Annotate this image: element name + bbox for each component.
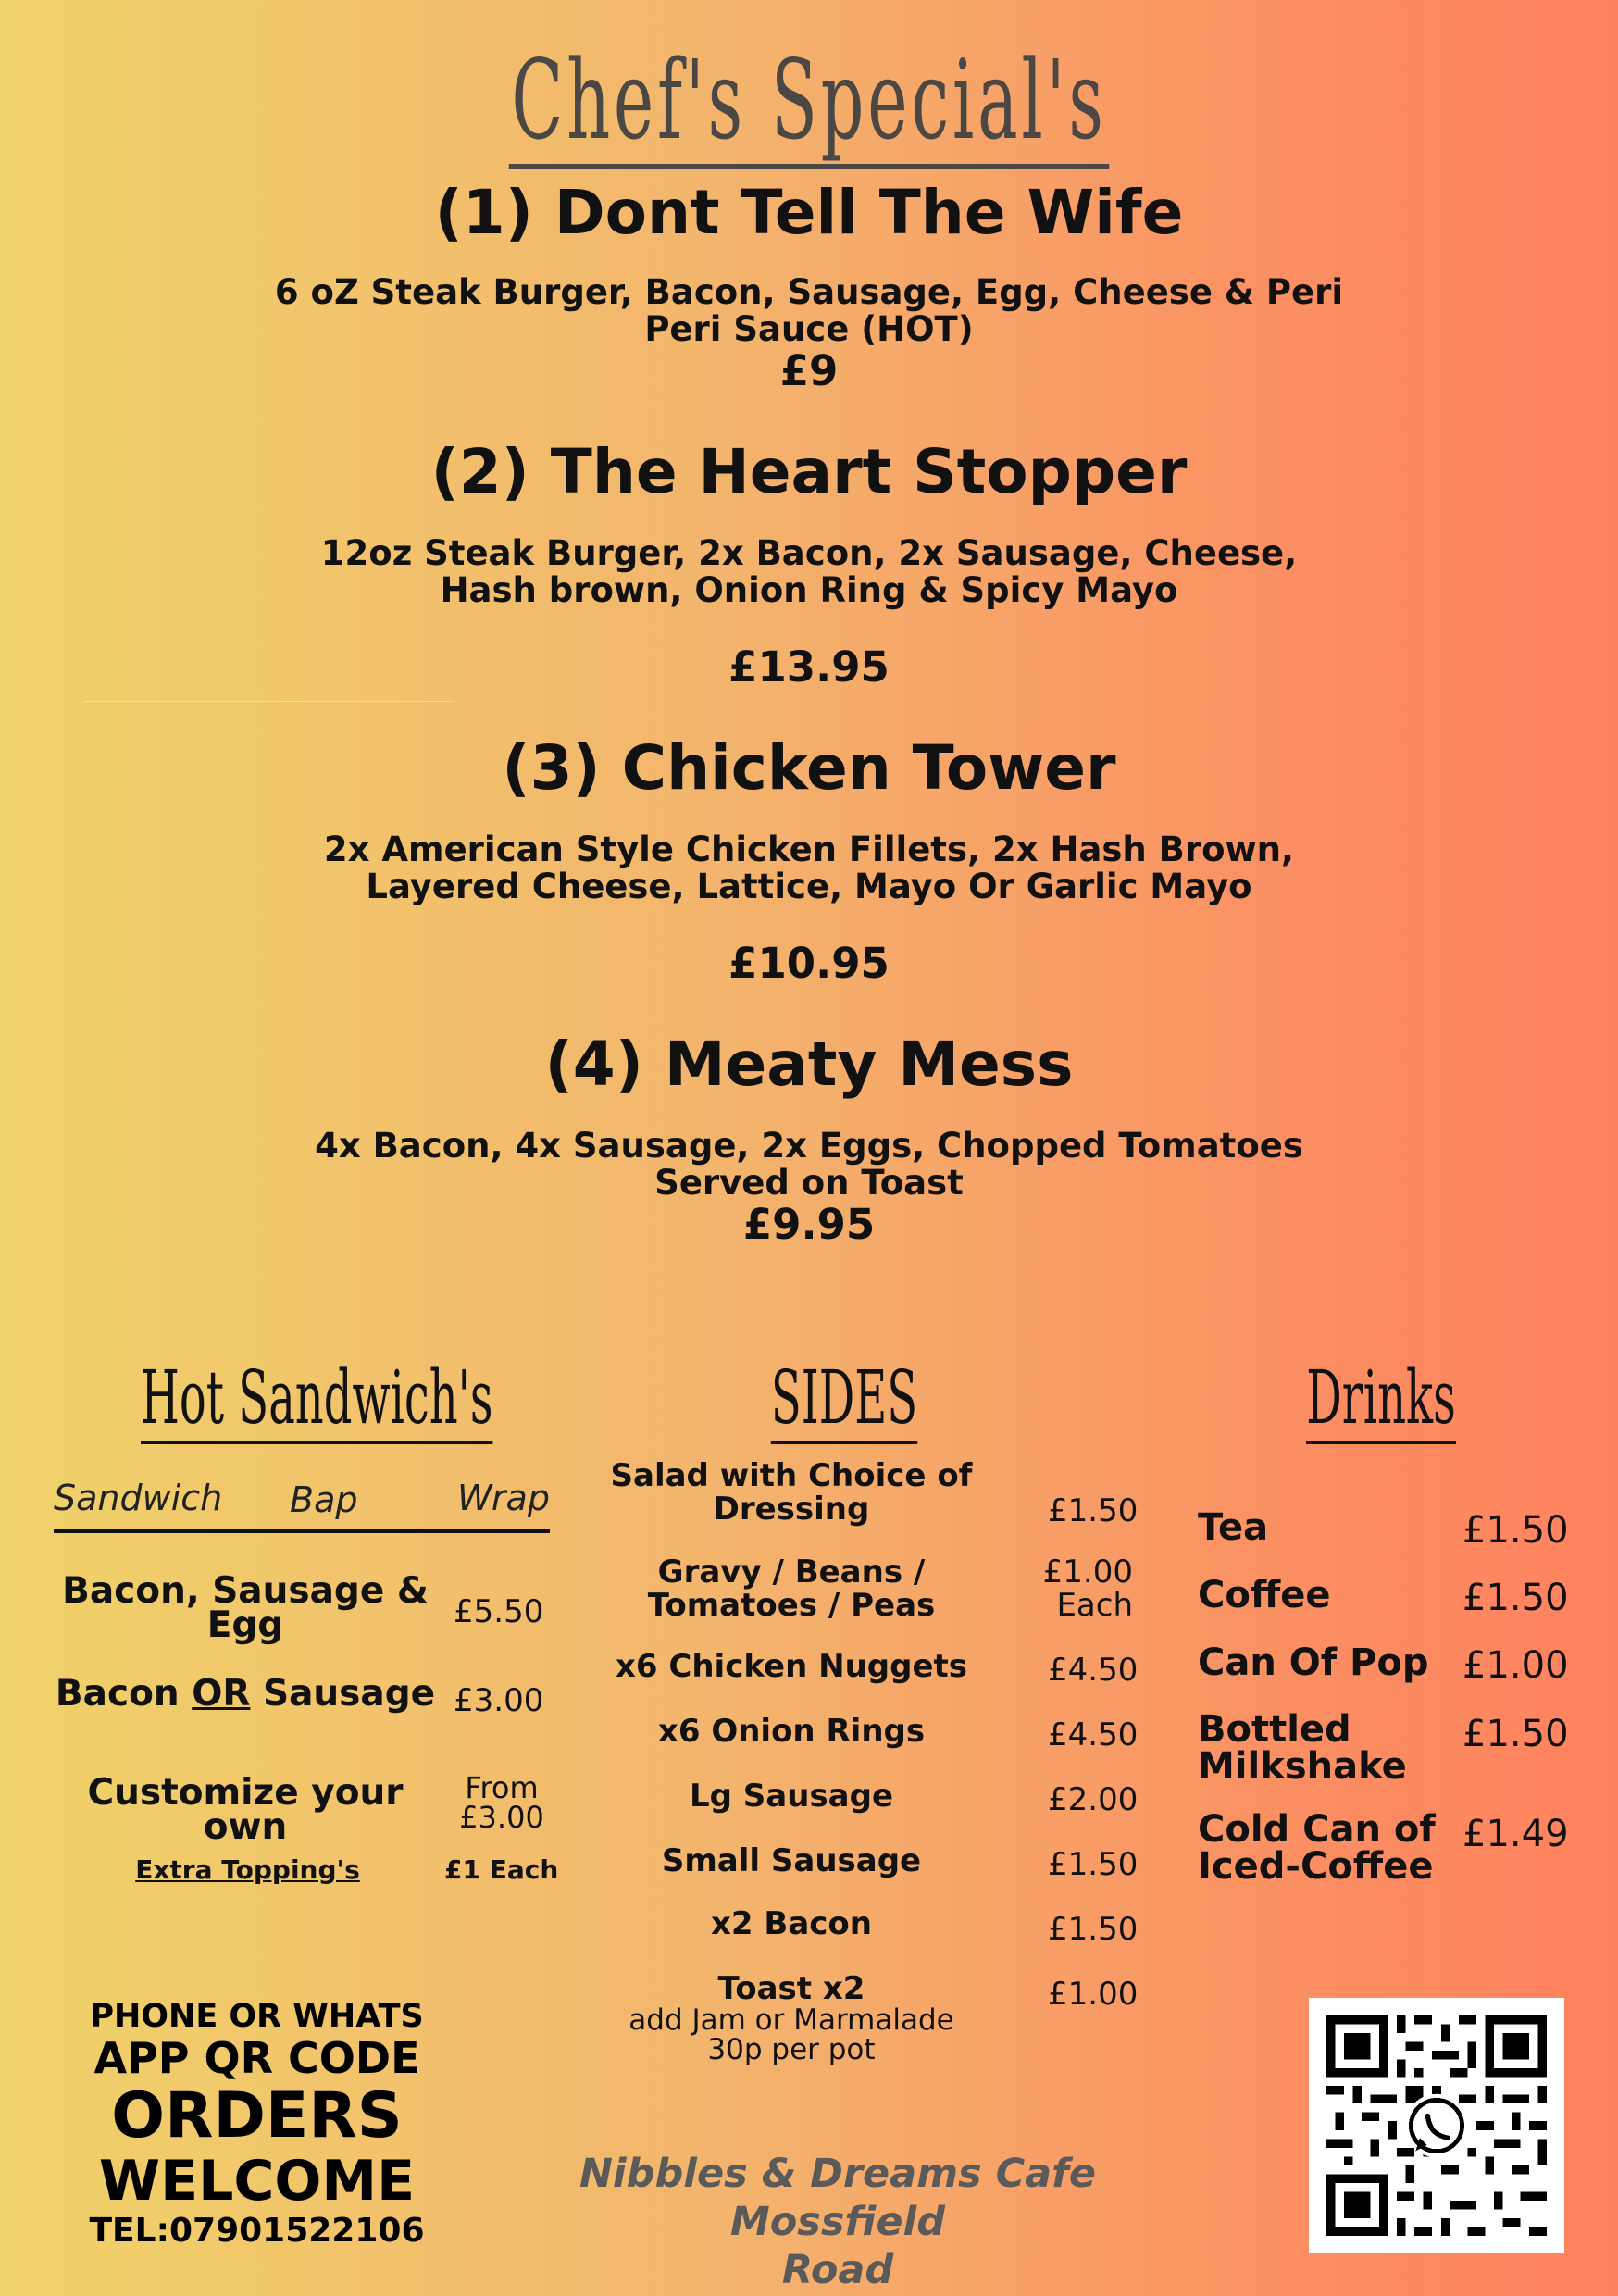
drink-item-2: Coffee	[1198, 1574, 1331, 1616]
col-header-wrap: Wrap	[457, 1478, 550, 1518]
sandwich-item-1-line2: Egg	[206, 1604, 284, 1646]
special-4-price: £9.95	[742, 1200, 876, 1249]
side-item-7: x2 Bacon	[710, 1905, 872, 1942]
side-item-5-price: £2.00	[1048, 1781, 1139, 1818]
side-item-1-line2: Dressing	[713, 1491, 870, 1528]
drink-item-4-line1: Bottled	[1198, 1708, 1351, 1751]
hot-sandwiches-title	[141, 1352, 493, 1444]
drink-item-1: Tea	[1198, 1506, 1269, 1549]
extra-toppings-price: £1 Each	[444, 1854, 559, 1885]
sides-title	[733, 1352, 955, 1444]
side-item-6-price: £1.50	[1048, 1846, 1139, 1883]
special-3-name: (3) Chicken Tower	[502, 732, 1116, 804]
contact-line1: PHONE OR WHATS	[90, 1998, 424, 2035]
footer-line2: Road	[781, 2247, 894, 2293]
side-item-2-price	[1029, 1555, 1133, 1622]
sandwich-item-1-price: £5.50	[454, 1593, 544, 1630]
cafe-footer	[481, 2150, 1194, 2294]
extra-toppings-label: Extra Topping's	[135, 1854, 360, 1885]
drink-item-5-line1: Cold Can of	[1198, 1808, 1436, 1851]
special-1-price: £9	[779, 346, 839, 395]
contact-block	[74, 1998, 440, 2252]
sandwich-item-3-line2: own	[203, 1806, 288, 1848]
sandwich-item-1-line1: Bacon, Sausage &	[62, 1570, 429, 1612]
special-3-desc-line2: Layered Cheese, Lattice, Mayo Or Garlic Mayo	[366, 867, 1252, 906]
side-item-2-line1: Gravy / Beans /	[657, 1554, 926, 1591]
sandwich-item-3-price-line1: From	[465, 1770, 539, 1805]
side-item-1	[592, 1459, 990, 1526]
hot-sandwiches-title-text: Hot Sandwich's	[141, 1354, 493, 1444]
special-2-name: (2) The Heart Stopper	[430, 436, 1188, 507]
special-3-price: £10.95	[728, 939, 890, 988]
special-4-desc-line2: Served on Toast	[654, 1163, 964, 1203]
sandwich-item-3	[65, 1772, 426, 1848]
footer-line1: Nibbles & Dreams Cafe Mossfield	[579, 2151, 1097, 2245]
drink-item-5-price: £1.49	[1462, 1813, 1569, 1855]
sandwich-item-3-price-line2: £3.00	[459, 1800, 544, 1835]
contact-line3: ORDERS	[111, 2079, 403, 2152]
drink-item-5	[1198, 1808, 1436, 1888]
side-item-8-price: £1.00	[1048, 1976, 1139, 2013]
special-4-desc-line1: 4x Bacon, 4x Sausage, 2x Eggs, Chopped Tomatoes	[315, 1126, 1303, 1166]
special-2-desc-line2: Hash brown, Onion Ring & Spicy Mayo	[440, 570, 1178, 610]
special-2-desc-line1: 12oz Steak Burger, 2x Bacon, 2x Sausage, Cheese,	[320, 533, 1298, 573]
drinks-title	[1270, 1352, 1492, 1444]
contact-line2: APP QR CODE	[93, 2033, 420, 2083]
side-item-2-price-line2: Each	[1056, 1587, 1133, 1624]
side-item-4: x6 Onion Rings	[657, 1713, 926, 1750]
sandwich-item-2-part1: Bacon	[55, 1673, 193, 1715]
side-item-1-price: £1.50	[1048, 1492, 1139, 1529]
sandwich-item-3-price	[446, 1770, 557, 1835]
side-item-5: Lg Sausage	[689, 1778, 894, 1815]
whatsapp-qr-code-icon[interactable]	[1309, 1998, 1564, 2253]
side-item-3: x6 Chicken Nuggets	[615, 1648, 968, 1685]
toast-note-line2: 30p per pot	[707, 2033, 876, 2066]
sandwich-item-3-line1: Customize your	[87, 1772, 404, 1814]
side-item-2-line2: Tomatoes / Peas	[647, 1587, 936, 1624]
divider-line	[83, 701, 454, 702]
drinks-title-text: Drinks	[1306, 1354, 1455, 1444]
contact-line4: WELCOME	[98, 2149, 416, 2214]
contact-telephone: TEL:07901522106	[89, 2212, 425, 2250]
special-3-desc-line1: 2x American Style Chicken Fillets, 2x Hash Brown,	[323, 830, 1295, 869]
side-item-7-price: £1.50	[1048, 1911, 1139, 1948]
sandwich-item-2-price: £3.00	[454, 1682, 544, 1719]
drink-item-4	[1198, 1708, 1407, 1788]
drink-item-4-price: £1.50	[1462, 1713, 1569, 1755]
side-item-1-line1: Salad with Choice of	[610, 1457, 973, 1494]
toast-note-line1: add Jam or Marmalade	[629, 2003, 954, 2037]
special-1-name: (1) Dont Tell The Wife	[434, 177, 1184, 248]
side-item-8-name: Toast x2	[717, 1970, 865, 2007]
side-item-6: Small Sausage	[661, 1842, 922, 1879]
drink-item-1-price: £1.50	[1462, 1509, 1569, 1552]
sandwich-item-1	[56, 1570, 435, 1646]
drink-item-3-price: £1.00	[1462, 1644, 1569, 1687]
drink-item-5-line2: Iced-Coffee	[1198, 1845, 1434, 1888]
side-item-4-price: £4.50	[1048, 1716, 1139, 1753]
side-item-8	[592, 1972, 990, 2065]
sandwich-item-2-part2: Sausage	[250, 1673, 436, 1715]
side-item-2-price-line1: £1.00	[1042, 1554, 1133, 1591]
sandwich-item-2	[51, 1673, 440, 1715]
side-item-3-price: £4.50	[1048, 1652, 1139, 1689]
header-underline	[54, 1529, 550, 1533]
drink-item-3: Can Of Pop	[1198, 1641, 1429, 1684]
side-item-2	[592, 1555, 990, 1622]
qr-code-graphic	[1309, 1998, 1564, 2253]
drink-item-2-price: £1.50	[1462, 1577, 1569, 1619]
special-1-desc-line2: Peri Sauce (HOT)	[644, 309, 974, 349]
col-header-bap: Bap	[290, 1479, 358, 1520]
col-header-sandwich: Sandwich	[54, 1478, 223, 1518]
special-1-desc-line1: 6 oZ Steak Burger, Bacon, Sausage, Egg, Cheese & Peri	[274, 272, 1344, 312]
sandwich-item-2-or: OR	[192, 1673, 251, 1715]
drink-item-4-line2: Milkshake	[1198, 1745, 1407, 1788]
sides-title-text: SIDES	[771, 1354, 917, 1444]
page-title-text: Chef's Special's	[509, 36, 1109, 169]
page-title	[307, 35, 1311, 165]
special-4-name: (4) Meaty Mess	[544, 1029, 1074, 1100]
special-2-price: £13.95	[728, 643, 890, 692]
